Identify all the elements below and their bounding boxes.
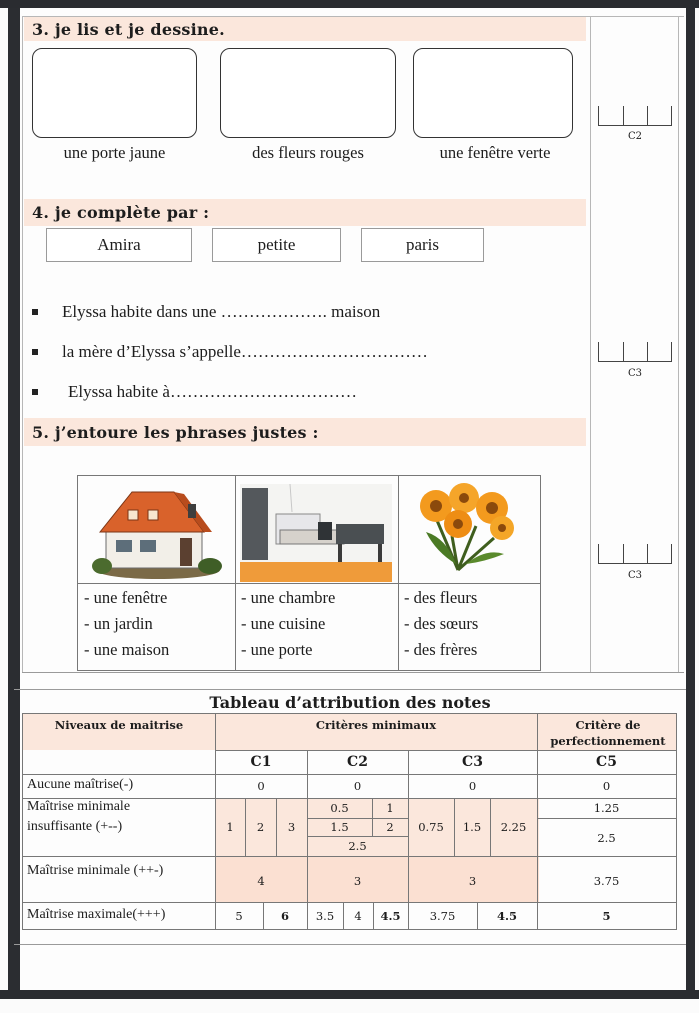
sentence-2[interactable]: la mère d’Elyssa s’appelle…………………………… [62,342,428,361]
grading-top-rule [14,689,686,690]
maximale-c3-b: 4.5 [496,909,517,923]
option-une-cuisine[interactable]: - une cuisine [241,614,326,633]
photo-top-border [0,0,699,8]
insuff-c3-b: 1.5 [462,820,482,834]
option-une-fenetre[interactable]: - une fenêtre [84,588,168,607]
option-une-maison[interactable]: - une maison [84,640,170,659]
photo-bottom-border [0,990,699,999]
score-box-section5[interactable] [598,544,672,564]
section3-heading: 3. je lis et je dessine. [32,20,225,39]
bullet-1 [32,309,38,315]
caption-porte-jaune: une porte jaune [63,143,166,162]
option-une-chambre[interactable]: - une chambre [241,588,336,607]
insuff-c5-a: 1.25 [593,801,620,815]
score-label-section4: C3 [627,368,642,379]
row-label-aucune: Aucune maîtrise(-) [27,777,134,792]
grading-table [22,713,677,930]
insuff-c2-c: 1.5 [330,820,349,834]
section4-heading: 4. je complète par : [32,203,210,222]
caption-fenetre-verte: une fenêtre verte [439,143,551,162]
bottom-rule [14,944,686,945]
header-critere-perfectionnement: Critère de perfectionnement [550,718,666,748]
drawing-box-1[interactable] [32,48,197,138]
insuff-c1-b: 2 [256,820,265,834]
insuff-c2-b: 1 [386,801,394,815]
insuff-c5-b: 2.5 [597,831,616,845]
maximale-c5: 5 [602,909,611,923]
grading-table-title: Tableau d’attribution des notes [209,693,491,712]
header-c3: C3 [462,754,483,770]
row-label-insuffisante-1: Maîtrise minimale [27,799,131,814]
insuff-c2-d: 2 [386,820,394,834]
row-label-minimale: Maîtrise minimale (++-) [27,863,164,878]
score-label-section5: C3 [627,570,642,581]
house-picture [92,484,224,580]
aucune-c5: 0 [602,779,611,793]
maximale-c1-a: 5 [235,909,243,923]
insuff-c1-a: 1 [226,820,234,834]
exercise-bottom-rule [22,672,684,673]
header-c5: C5 [596,754,617,770]
photo-left-border [8,8,20,991]
insuff-c3-a: 0.75 [418,820,444,834]
minimale-c3: 3 [468,874,477,888]
maximale-c2-c: 4.5 [380,909,401,923]
score-label-section3: C2 [627,131,642,142]
row-label-maximale: Maîtrise maximale(+++) [27,907,166,922]
word-box-amira: Amira [46,228,192,262]
word-box-paris: paris [361,228,484,262]
right-rule [678,16,679,672]
maximale-c2-a: 3.5 [315,909,335,923]
caption-fleurs-rouges: des fleurs rouges [252,143,364,162]
aucune-c1: 0 [257,779,265,793]
maximale-c3-a: 3.75 [429,909,456,923]
picture-choice-table [77,475,541,671]
header-criteres-minimaux: Critères minimaux [315,718,437,732]
row-label-insuffisante-2: insuffisante (+--) [27,819,123,834]
bullet-3 [32,389,38,395]
bullet-2 [32,349,38,355]
option-des-freres[interactable]: - des frères [404,640,478,659]
flowers-picture [406,478,534,578]
option-un-jardin[interactable]: - un jardin [84,614,153,633]
minimale-c1: 4 [257,874,265,888]
drawing-box-3[interactable] [413,48,573,138]
option-des-soeurs[interactable]: - des sœurs [404,614,479,633]
left-rule [22,16,23,672]
score-box-section4[interactable] [598,342,672,362]
insuff-c2-e: 2.5 [348,839,367,853]
bedroom-picture [240,484,392,582]
insuff-c2-a: 0.5 [330,801,349,815]
maximale-c2-b: 4 [354,909,362,923]
header-c2: C2 [347,754,368,770]
sentence-1[interactable]: Elyssa habite dans une ………………. maison [62,302,381,321]
score-margin-divider [590,16,591,672]
aucune-c3: 0 [468,779,477,793]
option-des-fleurs[interactable]: - des fleurs [404,588,478,607]
minimale-c2: 3 [353,874,362,888]
header-c1: C1 [250,754,272,770]
insuff-c1-c: 3 [287,820,296,834]
minimale-c5: 3.75 [593,874,620,888]
photo-right-border [686,8,695,991]
aucune-c2: 0 [353,779,362,793]
drawing-box-2[interactable] [220,48,396,138]
section5-heading: 5. j’entoure les phrases justes : [32,423,319,442]
sentence-3[interactable]: Elyssa habite à…………………………… [68,382,357,401]
score-box-section3[interactable] [598,106,672,126]
maximale-c1-b: 6 [280,909,289,923]
option-une-porte[interactable]: - une porte [241,640,313,659]
header-niveaux: Niveaux de maitrise [54,718,184,732]
insuff-c3-c: 2.25 [500,820,527,834]
word-box-petite: petite [212,228,341,262]
